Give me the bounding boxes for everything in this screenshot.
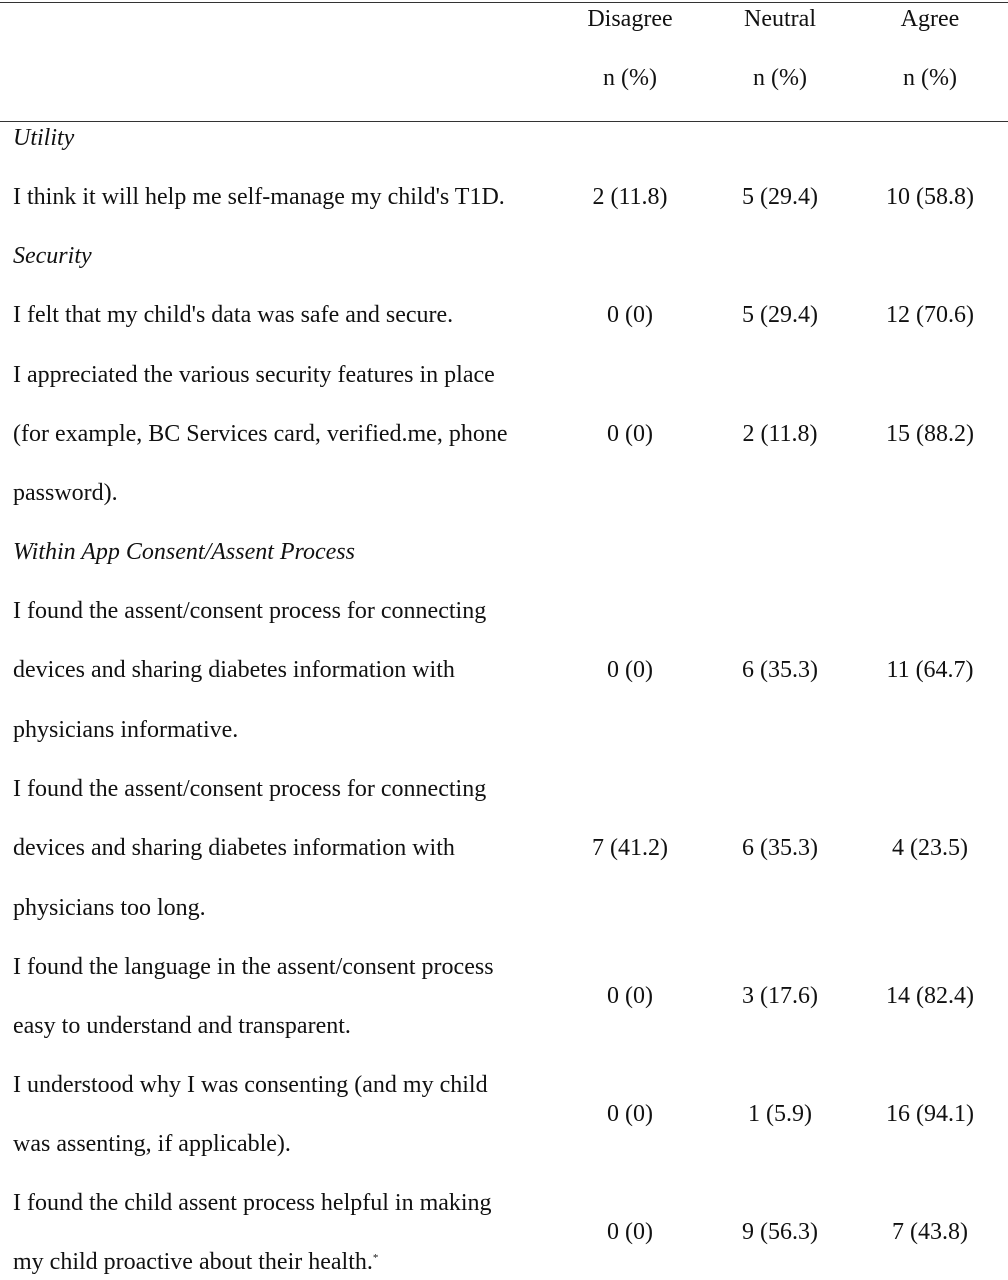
row-label-line: devices and sharing diabetes information with — [13, 657, 455, 683]
header-neutral: Neutral — [744, 6, 816, 32]
row-label-line: devices and sharing diabetes information with — [13, 835, 455, 861]
row-label-text: my child proactive about their health. — [13, 1249, 373, 1275]
cell-neutral: 3 (17.6) — [742, 983, 818, 1009]
row-label-line: I found the assent/consent process for connecting — [13, 598, 487, 624]
header-neutral-unit: n (%) — [753, 65, 807, 91]
row-label-line: I felt that my child's data was safe and secure. — [13, 302, 454, 328]
row-label-line: I think it will help me self-manage my child's T1D. — [13, 184, 505, 210]
section-title-utility: Utility — [13, 125, 75, 151]
cell-disagree: 0 (0) — [607, 657, 653, 683]
cell-agree: 16 (94.1) — [886, 1101, 974, 1127]
section-title-consent: Within App Consent/Assent Process — [13, 539, 355, 565]
header-agree-unit: n (%) — [903, 65, 957, 91]
header-rule — [0, 121, 1008, 122]
row-label-line-with-footnote — [13, 1248, 378, 1276]
cell-agree: 10 (58.8) — [886, 184, 974, 210]
cell-neutral: 1 (5.9) — [748, 1101, 812, 1127]
cell-neutral: 6 (35.3) — [742, 835, 818, 861]
row-label-line: was assenting, if applicable). — [13, 1131, 291, 1157]
row-label-line: I appreciated the various security features in place — [13, 362, 495, 388]
footnote-marker: * — [372, 1252, 379, 1264]
cell-disagree: 0 (0) — [607, 1219, 653, 1245]
row-label-line: password). — [13, 480, 118, 506]
row-label-line: I found the child assent process helpful in making — [13, 1190, 492, 1216]
top-rule — [0, 2, 1008, 3]
cell-disagree: 0 (0) — [607, 983, 653, 1009]
row-label-line: I found the language in the assent/consent process — [13, 954, 494, 980]
row-label-line: I understood why I was consenting (and my child — [13, 1072, 488, 1098]
cell-agree: 4 (23.5) — [892, 835, 968, 861]
cell-agree: 12 (70.6) — [886, 302, 974, 328]
row-label-line: (for example, BC Services card, verified.me, phone — [13, 421, 508, 447]
cell-disagree: 0 (0) — [607, 302, 653, 328]
cell-disagree: 0 (0) — [607, 1101, 653, 1127]
header-agree: Agree — [900, 6, 960, 32]
section-title-security: Security — [13, 243, 92, 269]
cell-neutral: 9 (56.3) — [742, 1219, 818, 1245]
row-label-line: easy to understand and transparent. — [13, 1013, 351, 1039]
cell-disagree: 2 (11.8) — [592, 184, 668, 210]
cell-neutral: 5 (29.4) — [742, 302, 818, 328]
cell-agree: 14 (82.4) — [886, 983, 974, 1009]
row-label-line: physicians too long. — [13, 895, 206, 921]
cell-neutral: 2 (11.8) — [742, 421, 818, 447]
cell-agree: 11 (64.7) — [886, 657, 974, 683]
cell-neutral: 5 (29.4) — [742, 184, 818, 210]
cell-agree: 15 (88.2) — [886, 421, 974, 447]
cell-disagree: 0 (0) — [607, 421, 653, 447]
cell-disagree: 7 (41.2) — [592, 835, 668, 861]
cell-agree: 7 (43.8) — [892, 1219, 968, 1245]
row-label-line: physicians informative. — [13, 717, 239, 743]
row-label-line: I found the assent/consent process for connecting — [13, 776, 487, 802]
cell-neutral: 6 (35.3) — [742, 657, 818, 683]
header-disagree: Disagree — [587, 6, 673, 32]
header-disagree-unit: n (%) — [603, 65, 657, 91]
